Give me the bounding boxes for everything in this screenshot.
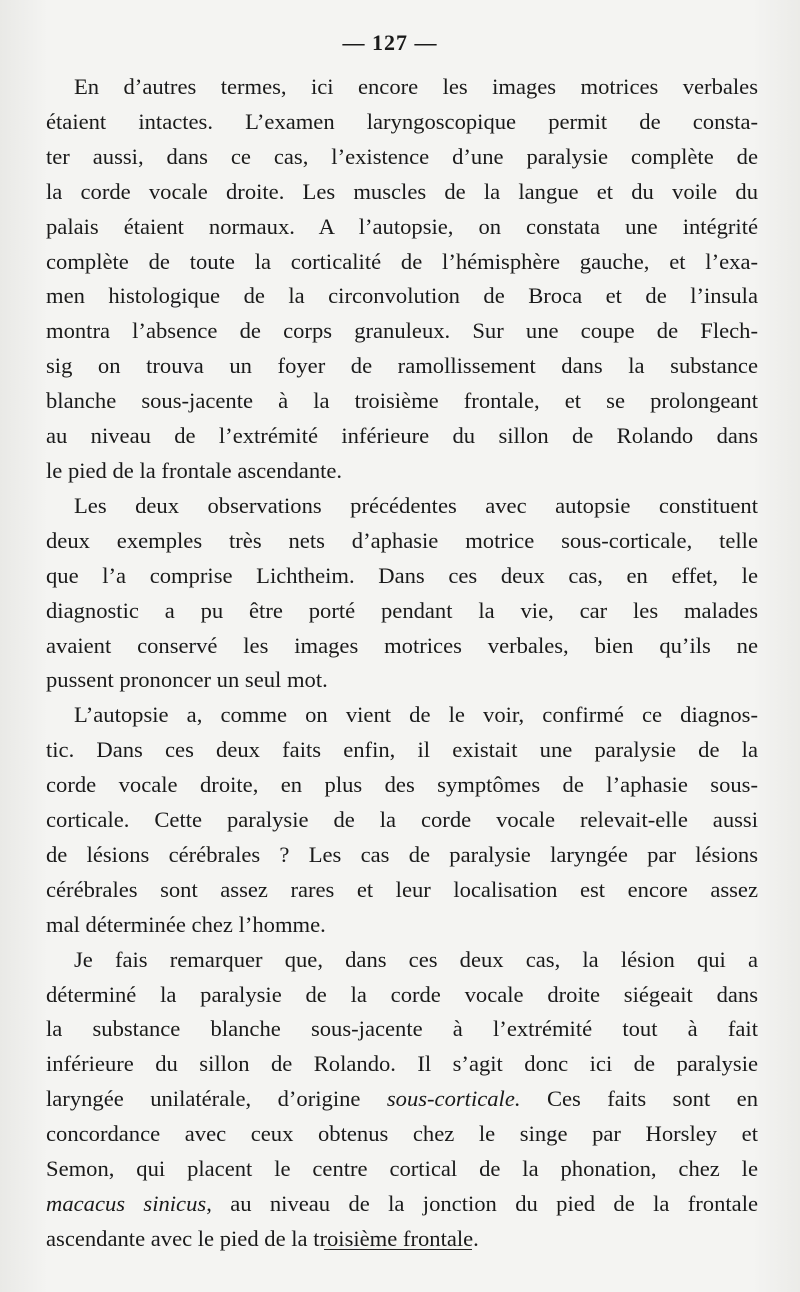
text-line: avaient conservé les images motrices verbales, bien qu’ils ne	[46, 632, 758, 658]
text-line: sig on trouva un foyer de ramollissement dans la substance	[46, 353, 758, 379]
text-line: le pied de la frontale ascendante.	[46, 457, 343, 483]
text-line: déterminé la paralysie de la corde vocale droite siégeait dans	[46, 981, 758, 1007]
text-line: palais étaient normaux. A l’autopsie, on constata une intégrité	[46, 213, 758, 239]
text-line: deux exemples très nets d’aphasie motrice sous-corticale, telle	[46, 527, 758, 553]
body-text	[46, 70, 758, 1257]
italic-term: macacus sinicus	[46, 1191, 207, 1216]
text-line: tic. Dans ces deux faits enfin, il existait une paralysie de la	[46, 737, 758, 763]
text-line: ter aussi, dans ce cas, l’existence d’une paralysie complète de	[46, 143, 758, 169]
text-line: corde vocale droite, en plus des symptômes de l’aphasie sous-	[46, 772, 758, 798]
text-run: laryngée unilatérale, d’origine	[46, 1086, 387, 1112]
text-line: étaient intactes. L’examen laryngoscopique permit de consta-	[46, 108, 758, 134]
text-line: au niveau de l’extrémité inférieure du sillon de Rolando dans	[46, 423, 758, 449]
text-line: la corde vocale droite. Les muscles de la langue et du voile du	[46, 178, 758, 204]
footer-rule	[324, 1249, 472, 1250]
text-line: Je fais remarquer que, dans ces deux cas, la lésion qui a	[74, 946, 758, 972]
paragraph-3	[46, 698, 758, 942]
paragraph-4	[46, 943, 758, 1257]
text-line: men histologique de la circonvolution de Broca et de l’insula	[46, 283, 758, 309]
text-line: corticale. Cette paralysie de la corde vocale relevait-elle aussi	[46, 807, 758, 833]
text-run: Ces faits sont en	[520, 1086, 758, 1112]
text-line: En d’autres termes, ici encore les images motrices verbales	[74, 74, 758, 99]
text-line: de lésions cérébrales ? Les cas de paralysie laryngée par lésions	[46, 841, 758, 867]
text-line: montra l’absence de corps granuleux. Sur une coupe de Flech-	[46, 318, 758, 344]
text-line: que l’a comprise Lichtheim. Dans ces deux cas, en effet, le	[46, 562, 758, 588]
text-line: diagnostic a pu être porté pendant la vie, car les malades	[46, 597, 758, 623]
text-line: ascendante avec le pied de la troisième frontale.	[46, 1225, 479, 1251]
text-line: inférieure du sillon de Rolando. Il s’agit donc ici de paralysie	[46, 1051, 758, 1077]
paragraph-2	[46, 489, 758, 698]
paragraph-1	[46, 70, 758, 489]
text-line: la substance blanche sous-jacente à l’extrémité tout à fait	[46, 1016, 758, 1042]
page-number: — 127 —	[342, 30, 438, 55]
text-run: , au niveau de la jonction du pied de la frontale	[206, 1191, 758, 1216]
text-line: Semon, qui placent le centre cortical de la phonation, chez le	[46, 1156, 758, 1182]
text-line-mixed	[46, 1082, 758, 1117]
text-line: complète de toute la corticalité de l’hémisphère gauche, et l’exa-	[46, 248, 758, 274]
text-line: cérébrales sont assez rares et leur localisation est encore assez	[46, 876, 758, 902]
italic-term: sous-corticale.	[386, 1086, 521, 1112]
text-line: mal déterminée chez l’homme.	[46, 911, 326, 937]
text-line: Les deux observations précédentes avec autopsie constituent	[74, 492, 758, 518]
text-line: L’autopsie a, comme on vient de le voir, confirmé ce diagnos-	[74, 702, 758, 728]
text-line: pussent prononcer un seul mot.	[46, 667, 328, 693]
text-line: blanche sous-jacente à la troisième frontale, et se prolongeant	[46, 388, 758, 414]
text-line: concordance avec ceux obtenus chez le singe par Horsley et	[46, 1121, 758, 1147]
text-line-mixed	[46, 1187, 758, 1222]
